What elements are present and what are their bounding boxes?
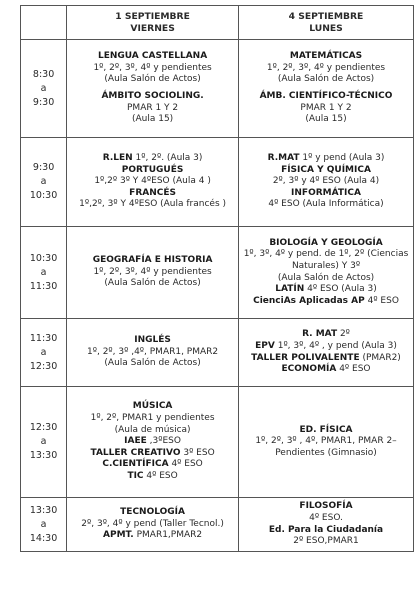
exam-detail: PMAR 1 Y 2 [300,102,352,113]
subject-title: ÁMB. CIENTÍFICO-TÉCNICO [259,91,393,101]
subject-name: APMT. [103,530,134,541]
subject-title: ÁMBITO SOCIOLING. [101,91,204,101]
header-row [21,6,414,40]
header-friday-cell [67,6,239,40]
subject-name: EPV [255,340,275,351]
header-friday-day: VIERNES [130,22,175,34]
exam-detail: 1º, 2º, 3º, 4º y pendientes [93,266,212,277]
time-slot-cell [21,227,67,319]
subject-title: FRANCÉS [129,187,176,198]
monday-exam-cell [239,498,414,552]
time-slot-text: 9:30 [32,96,55,108]
time-slot-text: 14:30 [29,532,58,544]
time-slot-text: 8:30 [32,68,55,80]
time-slot-text: 9:30 [32,162,55,173]
subject-line: R.LEN 1º, 2º. (Aula 3) [102,153,203,164]
schedule-body [21,40,414,552]
exam-detail: (Aula de música) [114,424,191,435]
time-slot-cell [21,138,67,227]
time-slot-text: 12:30 [29,360,58,372]
schedule-row [21,138,414,227]
time-slot-text: a [40,346,47,358]
subject-title: PORTUGUÉS [121,164,184,175]
friday-exam-cell [67,138,239,227]
time-slot-text: 13:30 [29,450,58,461]
time-slot-text: 11:30 [29,332,58,344]
header-monday-cell [239,6,414,40]
exam-schedule-table [20,5,414,552]
exam-detail: 2º, 3º, 4º y pend (Taller Tecnol.) [81,518,224,529]
exam-detail: 4º ESO. [309,512,343,523]
monday-exam-cell [239,138,414,227]
time-slot-cell [21,40,67,138]
time-slot-text: 13:30 [29,504,58,516]
time-slot-text: a [40,82,47,94]
friday-exam-cell [67,227,239,319]
exam-detail: (Aula 15) [131,114,174,125]
subject-title: Ed. Para la Ciudadanía [268,524,384,535]
exam-detail: 1º, 2º, 3º ,4º, PMAR1, PMAR2 [87,346,219,357]
header-monday-date: 4 SEPTIEMBRE [288,10,364,22]
exam-detail: 1º,2º, 3º Y 4ºESO (Aula francés ) [79,199,227,210]
subject-title: INFORMÁTICA [291,187,361,198]
subject-name: TALLER POLIVALENTE [251,352,360,363]
subject-line: C.CIENTÍFICA 4º ESO [102,459,203,470]
exam-detail: 2º, 3º y 4º ESO (Aula 4) [272,176,380,187]
subject-title: INGLÉS [134,335,171,346]
exam-detail: (Aula Salón de Actos) [104,278,201,289]
time-slot-text: 11:30 [29,280,58,292]
subject-title: ED. FÍSICA [299,424,353,435]
exam-detail: 1º, 2º, 3º, 4º y pendientes [266,62,386,73]
time-slot-text: a [40,176,47,187]
time-slot-text: 12:30 [29,422,58,433]
time-slot-cell [21,319,67,387]
exam-detail: 4º ESO (Aula Informática) [268,199,384,210]
subject-line: R.MAT 1º y pend (Aula 3) [267,153,385,164]
header-monday-day: LUNES [309,22,343,34]
exam-detail: 2º ESO,PMAR1 [293,536,359,547]
subject-line: LATÍN 4º ESO (Aula 3) [275,284,377,295]
exam-detail: 1º, 2º, 3º, 4º y pendientes [93,62,212,73]
time-slot-text: 10:30 [29,190,58,201]
exam-detail: (Aula Salón de Actos) [277,74,375,85]
subject-name: R.MAT [267,153,300,164]
subject-title: FÍSICA Y QUÍMICA [281,164,371,175]
monday-exam-cell [239,227,414,319]
subject-name: R.LEN [102,153,133,164]
exam-detail: 1º, 3º, 4º y pend. de 1º, 2º (Ciencias [243,249,409,260]
subject-name: TIC [127,470,144,481]
subject-name: IAEE [124,436,147,447]
friday-exam-cell [67,40,239,138]
subject-line: TALLER CREATIVO 3º ESO [90,447,215,458]
monday-exam-cell [239,40,414,138]
schedule-row [21,319,414,387]
exam-detail: (Aula 15) [305,114,347,125]
subject-line: APMT. PMAR1,PMAR2 [103,530,203,541]
exam-detail: 1º, 2º, PMAR1 y pendientes [90,413,215,424]
subject-name: TALLER CREATIVO [90,447,181,458]
schedule-row [21,387,414,498]
subject-name: ECONOMÍA [281,364,337,375]
friday-exam-cell [67,319,239,387]
subject-title: LENGUA CASTELLANA [97,51,208,62]
schedule-row [21,40,414,138]
subject-line: R. MAT 2º [302,329,350,340]
exam-detail: Pendientes (Gimnasio) [275,447,377,458]
subject-line: TIC 4º ESO [127,470,178,481]
schedule-row [21,498,414,552]
header-time-cell [21,6,67,40]
subject-title: TECNOLOGÍA [120,507,185,518]
exam-detail: (Aula Salón de Actos) [277,272,375,283]
subject-name: LATÍN [275,284,305,295]
monday-exam-cell [239,319,414,387]
subject-name: CienciAs Aplicadas AP [253,295,365,306]
time-slot-text: 10:30 [29,252,58,264]
time-slot-cell [21,387,67,498]
subject-name: C.CIENTÍFICA [102,459,169,470]
exam-detail: (Aula Salón de Actos) [104,74,201,85]
exam-detail: 1º, 2º, 3º , 4º, PMAR1, PMAR 2– [255,436,397,447]
subject-line: EPV 1º, 3º, 4º , y pend (Aula 3) [255,340,397,351]
monday-exam-cell [239,387,414,498]
friday-exam-cell [67,387,239,498]
friday-exam-cell [67,498,239,552]
time-slot-text: a [40,436,47,447]
schedule-row [21,227,414,319]
subject-title: MÚSICA [132,401,173,412]
exam-detail: 1º,2º 3º Y 4ºESO (Aula 4 ) [94,176,211,187]
subject-title: BIOLOGÍA Y GEOLOGÍA [269,237,383,248]
subject-title: GEOGRAFÍA E HISTORIA [92,255,213,266]
exam-detail: PMAR 1 Y 2 [127,102,179,113]
time-slot-text: a [40,518,47,530]
subject-line: ECONOMÍA 4º ESO [281,364,371,375]
subject-line: CienciAs Aplicadas AP 4º ESO [253,295,399,306]
subject-title: MATEMÁTICAS [289,51,363,62]
time-slot-text: a [40,266,47,278]
exam-detail: (Aula Salón de Actos) [104,358,201,369]
header-friday-date: 1 SEPTIEMBRE [115,10,190,22]
exam-detail: Naturales) Y 3º [291,260,361,271]
subject-name: R. MAT [302,329,338,340]
time-slot-cell [21,498,67,552]
subject-line: IAEE ,3ºESO [124,436,181,447]
subject-title: FILOSOFÍA [299,501,353,512]
subject-line: TALLER POLIVALENTE (PMAR2) [251,352,401,363]
